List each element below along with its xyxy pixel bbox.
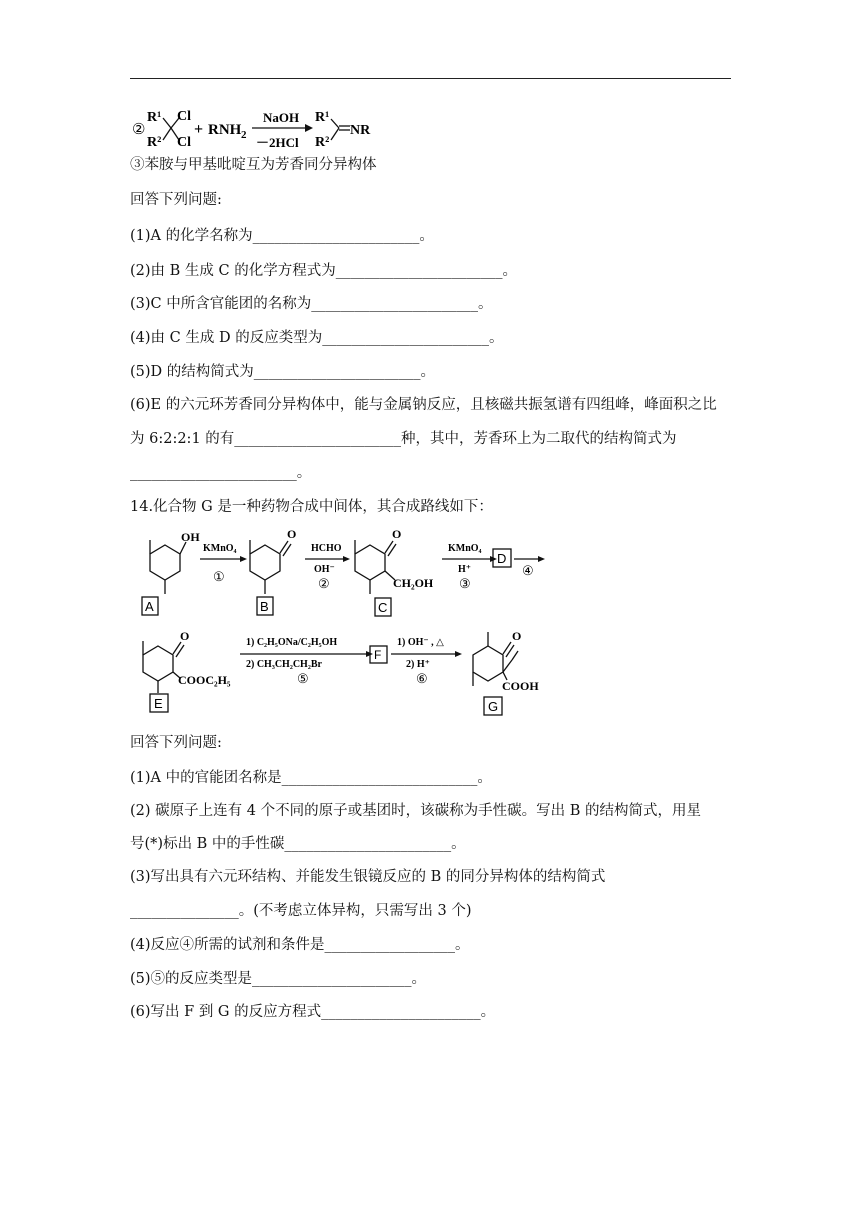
compound-label-b: B	[260, 599, 269, 614]
ring-b	[250, 545, 280, 580]
reagent-oh: OH⁻	[314, 564, 335, 575]
q14-question-6: (6)写出 F 到 G 的反应方程式______________________。	[130, 1004, 496, 1020]
q14-intro: 回答下列问题:	[130, 735, 222, 751]
compound-label-e: E	[154, 696, 163, 711]
r2-label: R²	[315, 135, 330, 150]
step-1: ①	[213, 569, 225, 584]
q13-question-4: (4)由 C 生成 D 的反应类型为_______________________。	[130, 330, 504, 346]
q14-question-3-line1: (3)写出具有六元环结构、并能发生银镜反应的 B 的同分异构体的结构简式	[130, 869, 606, 885]
arrow-head-icon	[538, 556, 545, 562]
q13-question-2: (2)由 B 生成 C 的化学方程式为_______________________。	[130, 263, 517, 279]
cooc2h5-group: COOC₂H₅	[178, 673, 231, 687]
reagent-h-plus: H⁺	[458, 564, 472, 575]
plus-sign: +	[194, 121, 204, 138]
compound-label-f: F	[374, 648, 382, 662]
r2-label: R²	[147, 135, 162, 150]
step-3: ③	[459, 576, 471, 591]
r1-label: R¹	[315, 110, 330, 125]
compound-label-g: G	[488, 699, 499, 714]
reagent-step5-1: 1) C₂H₅ONa/C₂H₅OH	[246, 637, 338, 648]
reagent-hcho: HCHO	[311, 543, 342, 554]
step-5: ⑤	[297, 671, 309, 686]
step-6: ⑥	[416, 671, 428, 686]
q13-question-6-line2: 为 6:2:2:1 的有_______________________种，其中，芳香环上为二取代的结构简式为	[130, 431, 677, 447]
q14-question-4: (4)反应④所需的试剂和条件是__________________。	[130, 937, 470, 953]
r1-label: R¹	[147, 110, 162, 125]
carbonyl-o: O	[180, 629, 190, 643]
compound-label-c: C	[378, 600, 388, 615]
q14-question-2-line2: 号(*)标出 B 中的手性碳_______________________。	[130, 836, 466, 852]
compound-label-d: D	[497, 551, 507, 566]
compound-label-a: A	[145, 599, 154, 614]
q14-title: 14.化合物 G 是一种药物合成中间体，其合成路线如下：	[130, 499, 493, 515]
step-2: ②	[318, 576, 330, 591]
q13-intro: 回答下列问题:	[130, 192, 222, 208]
q14-question-1: (1)A 中的官能团名称是___________________________。	[130, 770, 492, 786]
carbonyl-o: O	[392, 527, 402, 541]
cl-label: Cl	[177, 109, 191, 124]
amine-subscript: 2	[241, 129, 247, 141]
reagent-step6-2: 2) H⁺	[406, 659, 430, 670]
circled-number-2: ②	[132, 122, 146, 138]
nr-label: NR	[350, 123, 371, 138]
reagent-step5-2: 2) CH₃CH₂CH₂Br	[246, 659, 322, 670]
arrow-head-icon	[240, 556, 247, 562]
reagent-kmno4: KMnO₄	[203, 543, 237, 554]
q14-question-5: (5)⑤的反应类型是______________________。	[130, 971, 427, 987]
oh-group: OH	[181, 530, 200, 544]
cl-label: Cl	[177, 135, 191, 150]
ring-g	[473, 646, 503, 681]
reagent-kmno4: KMnO₄	[448, 543, 482, 554]
q14-question-3-line2: _______________。(不考虑立体异构，只需写出 3 个)	[130, 903, 472, 919]
q13-question-1: (1)A 的化学名称为_______________________。	[130, 228, 434, 244]
ring-e	[143, 646, 173, 681]
note-3: ③苯胺与甲基吡啶互为芳香同分异构体	[130, 157, 377, 173]
ring-c	[355, 545, 385, 580]
ring-a	[150, 545, 180, 580]
step-4: ④	[522, 563, 534, 578]
arrow-head-icon	[343, 556, 350, 562]
ch2oh-group: CH₂OH	[393, 576, 434, 590]
reagent-naoh: NaOH	[263, 110, 300, 125]
q13-question-6-line3: _______________________。	[130, 465, 312, 481]
q13-question-6-line1: (6)E 的六元环芳香同分异构体中，能与金属钠反应，且核磁共振氢谱有四组峰，峰面积之比	[130, 397, 717, 413]
reagent-step6-1: 1) OH⁻ , △	[397, 637, 444, 648]
amine-formula: RNH	[208, 122, 242, 138]
q14-question-2-line1: (2) 碳原子上连有 4 个不同的原子或基团时，该碳称为手性碳。写出 B 的结构简式，用星	[130, 803, 701, 819]
q13-question-5: (5)D 的结构简式为_______________________。	[130, 364, 436, 380]
arrow-head-icon	[455, 651, 462, 657]
q13-question-3: (3)C 中所含官能团的名称为_______________________。	[130, 296, 493, 312]
carbonyl-o: O	[287, 527, 297, 541]
cooh-group: COOH	[502, 679, 539, 693]
reagent-minus-hcl: －2HCl	[256, 135, 299, 150]
carbonyl-o: O	[512, 629, 522, 643]
